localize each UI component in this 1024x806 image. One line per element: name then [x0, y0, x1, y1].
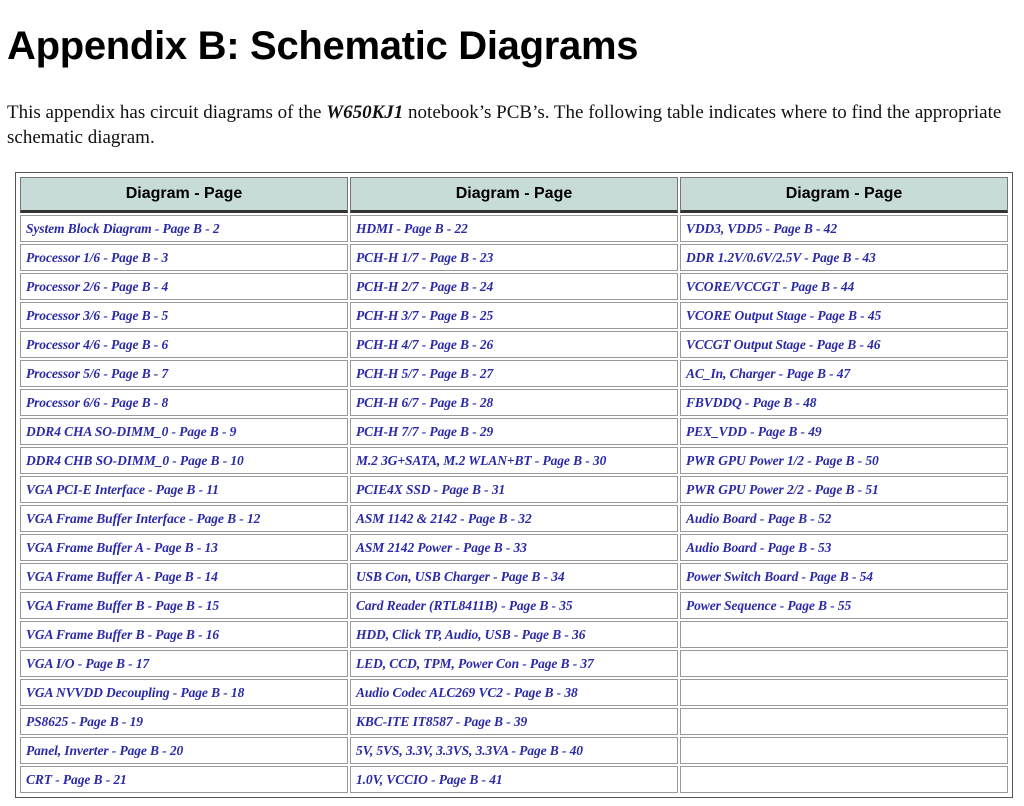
- diagram-link[interactable]: Processor 6/6 - Page B - 8: [20, 389, 348, 416]
- diagram-link[interactable]: DDR4 CHA SO-DIMM_0 - Page B - 9: [20, 418, 348, 445]
- table-row: [20, 273, 1008, 300]
- diagram-link[interactable]: M.2 3G+SATA, M.2 WLAN+BT - Page B - 30: [350, 447, 678, 474]
- diagram-link[interactable]: VGA NVVDD Decoupling - Page B - 18: [20, 679, 348, 706]
- diagram-link[interactable]: VCCGT Output Stage - Page B - 46: [680, 331, 1008, 358]
- table-row: [20, 534, 1008, 561]
- table-row: [20, 244, 1008, 271]
- diagram-link[interactable]: 5V, 5VS, 3.3V, 3.3VS, 3.3VA - Page B - 40: [350, 737, 678, 764]
- diagram-link[interactable]: VCORE Output Stage - Page B - 45: [680, 302, 1008, 329]
- table-row: [20, 563, 1008, 590]
- table-row: [20, 766, 1008, 793]
- diagram-link[interactable]: ASM 1142 & 2142 - Page B - 32: [350, 505, 678, 532]
- model-name: W650KJ1: [326, 102, 404, 123]
- diagram-table-container: [15, 172, 1013, 798]
- table-row: [20, 592, 1008, 619]
- intro-text-before: This appendix has circuit diagrams of the: [7, 102, 327, 123]
- diagram-link[interactable]: VGA PCI-E Interface - Page B - 11: [20, 476, 348, 503]
- diagram-link[interactable]: DDR4 CHB SO-DIMM_0 - Page B - 10: [20, 447, 348, 474]
- table-body: [20, 215, 1008, 793]
- empty-cell: [680, 679, 1008, 706]
- column-header: Diagram - Page: [350, 177, 678, 213]
- table-row: [20, 302, 1008, 329]
- diagram-link[interactable]: VGA I/O - Page B - 17: [20, 650, 348, 677]
- empty-cell: [680, 708, 1008, 735]
- table-row: [20, 650, 1008, 677]
- diagram-link[interactable]: PCH-H 1/7 - Page B - 23: [350, 244, 678, 271]
- diagram-link[interactable]: Audio Codec ALC269 VC2 - Page B - 38: [350, 679, 678, 706]
- diagram-link[interactable]: LED, CCD, TPM, Power Con - Page B - 37: [350, 650, 678, 677]
- diagram-link[interactable]: PCH-H 5/7 - Page B - 27: [350, 360, 678, 387]
- diagram-link[interactable]: Panel, Inverter - Page B - 20: [20, 737, 348, 764]
- table-row: [20, 215, 1008, 242]
- table-row: [20, 418, 1008, 445]
- diagram-link[interactable]: Audio Board - Page B - 52: [680, 505, 1008, 532]
- empty-cell: [680, 650, 1008, 677]
- diagram-link[interactable]: 1.0V, VCCIO - Page B - 41: [350, 766, 678, 793]
- diagram-link[interactable]: VGA Frame Buffer A - Page B - 14: [20, 563, 348, 590]
- diagram-link[interactable]: PS8625 - Page B - 19: [20, 708, 348, 735]
- diagram-link[interactable]: VCORE/VCCGT - Page B - 44: [680, 273, 1008, 300]
- diagram-link[interactable]: KBC-ITE IT8587 - Page B - 39: [350, 708, 678, 735]
- diagram-link[interactable]: PCH-H 4/7 - Page B - 26: [350, 331, 678, 358]
- diagram-link[interactable]: PWR GPU Power 2/2 - Page B - 51: [680, 476, 1008, 503]
- diagram-link[interactable]: HDMI - Page B - 22: [350, 215, 678, 242]
- diagram-link[interactable]: Audio Board - Page B - 53: [680, 534, 1008, 561]
- diagram-link[interactable]: FBVDDQ - Page B - 48: [680, 389, 1008, 416]
- empty-cell: [680, 766, 1008, 793]
- diagram-link[interactable]: Processor 1/6 - Page B - 3: [20, 244, 348, 271]
- intro-paragraph: [7, 100, 1023, 150]
- table-row: [20, 505, 1008, 532]
- diagram-link[interactable]: Processor 2/6 - Page B - 4: [20, 273, 348, 300]
- diagram-link[interactable]: PCH-H 3/7 - Page B - 25: [350, 302, 678, 329]
- empty-cell: [680, 621, 1008, 648]
- diagram-link[interactable]: PCH-H 6/7 - Page B - 28: [350, 389, 678, 416]
- table-row: [20, 331, 1008, 358]
- intro-text-after: notebook’s PCB’s. The following table indicates where to find the appropriate schematic diagram.: [7, 102, 1002, 148]
- diagram-link[interactable]: Power Sequence - Page B - 55: [680, 592, 1008, 619]
- diagram-link[interactable]: VGA Frame Buffer Interface - Page B - 12: [20, 505, 348, 532]
- diagram-link[interactable]: Card Reader (RTL8411B) - Page B - 35: [350, 592, 678, 619]
- column-header: Diagram - Page: [680, 177, 1008, 213]
- diagram-link[interactable]: PWR GPU Power 1/2 - Page B - 50: [680, 447, 1008, 474]
- table-row: [20, 679, 1008, 706]
- table-row: [20, 708, 1008, 735]
- diagram-link[interactable]: PCH-H 7/7 - Page B - 29: [350, 418, 678, 445]
- table-row: [20, 476, 1008, 503]
- diagram-link[interactable]: CRT - Page B - 21: [20, 766, 348, 793]
- table-row: [20, 737, 1008, 764]
- diagram-link[interactable]: VGA Frame Buffer B - Page B - 16: [20, 621, 348, 648]
- diagram-link[interactable]: Power Switch Board - Page B - 54: [680, 563, 1008, 590]
- diagram-link[interactable]: Processor 5/6 - Page B - 7: [20, 360, 348, 387]
- empty-cell: [680, 737, 1008, 764]
- diagram-link[interactable]: ASM 2142 Power - Page B - 33: [350, 534, 678, 561]
- page-title: Appendix B: Schematic Diagrams: [7, 24, 639, 68]
- diagram-link[interactable]: Processor 3/6 - Page B - 5: [20, 302, 348, 329]
- diagram-link[interactable]: VGA Frame Buffer B - Page B - 15: [20, 592, 348, 619]
- column-header: Diagram - Page: [20, 177, 348, 213]
- diagram-link[interactable]: PCIE4X SSD - Page B - 31: [350, 476, 678, 503]
- table-header-row: [20, 177, 1008, 213]
- table-row: [20, 389, 1008, 416]
- diagram-link[interactable]: PEX_VDD - Page B - 49: [680, 418, 1008, 445]
- diagram-link[interactable]: DDR 1.2V/0.6V/2.5V - Page B - 43: [680, 244, 1008, 271]
- diagram-link[interactable]: System Block Diagram - Page B - 2: [20, 215, 348, 242]
- diagram-link[interactable]: HDD, Click TP, Audio, USB - Page B - 36: [350, 621, 678, 648]
- table-row: [20, 447, 1008, 474]
- diagram-link[interactable]: Processor 4/6 - Page B - 6: [20, 331, 348, 358]
- table-row: [20, 621, 1008, 648]
- diagram-link[interactable]: PCH-H 2/7 - Page B - 24: [350, 273, 678, 300]
- diagram-table: [18, 175, 1010, 795]
- diagram-link[interactable]: USB Con, USB Charger - Page B - 34: [350, 563, 678, 590]
- diagram-link[interactable]: VDD3, VDD5 - Page B - 42: [680, 215, 1008, 242]
- table-row: [20, 360, 1008, 387]
- diagram-link[interactable]: VGA Frame Buffer A - Page B - 13: [20, 534, 348, 561]
- diagram-link[interactable]: AC_In, Charger - Page B - 47: [680, 360, 1008, 387]
